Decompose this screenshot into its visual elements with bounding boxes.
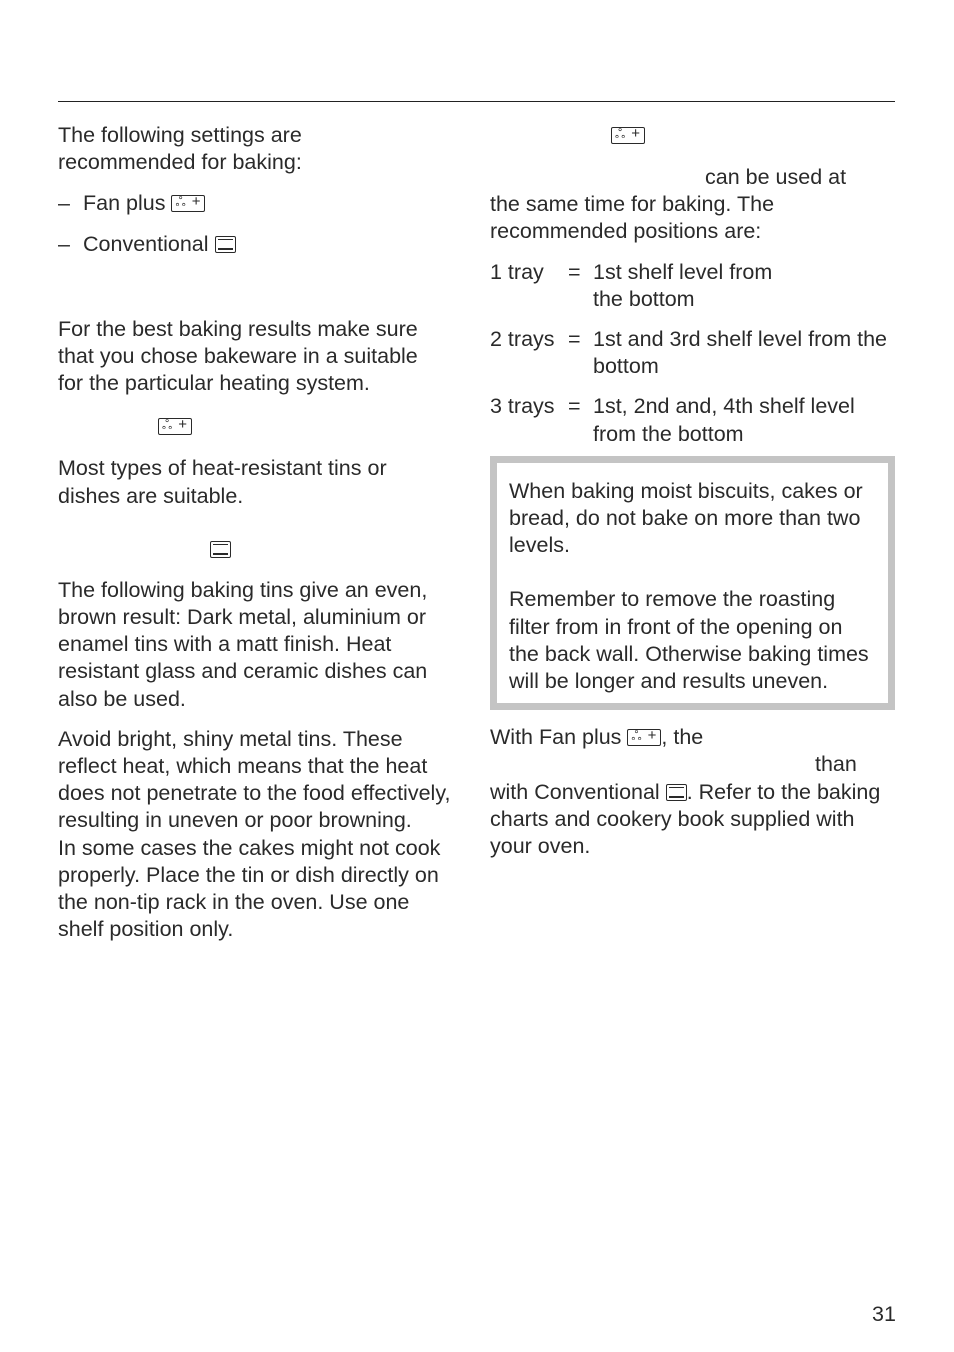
levels-heading [490,122,895,152]
header-rule [58,101,895,102]
left-column [58,122,458,943]
right-column [490,122,895,860]
note-filter-text: Remember to remove the roasting filter from in front of the opening on the back wall. Otherwise baking times will be longer and results uneven. [509,587,869,694]
note-moist-text: When baking moist biscuits, cakes or bread, do not bake on more than two levels. [509,478,863,558]
option-conventional: – Conventional [58,231,458,258]
fan-plus-icon: ஃ + [171,195,205,212]
conventional-icon [215,236,236,253]
avoid-shiny-text: Avoid bright, shiny metal tins. These reflect heat, which means that the heat does not penetrate to the food effectively, resulting in uneven or poor browning. [58,726,451,833]
option-fan-plus: – Fan plus ஃ + [58,190,458,217]
levels-text: can be used at the same time for baking. The recommended positions are: [490,165,847,244]
bakeware-text: For the best baking results make sure that you chose bakeware in a suitable for the particular heating system. [58,316,418,396]
fan-plus-heading [58,413,458,441]
single-shelf-text: In some cases the cakes might not cook properly. Place the tin or dish directly on the non-tip rack in the oven. Use one shelf position only. [58,835,441,942]
note-box [490,456,895,710]
option-label: Fan plus [83,191,166,216]
conventional-heading [58,536,458,564]
tray-row: 1 tray = 1st shelf level from the bottom [490,259,773,311]
conventional-icon [666,784,687,801]
conventional-text: The following baking tins give an even, brown result: Dark metal, aluminium or enamel tins with a matt finish. Heat resistant glass and ceramic dishes can also be used. [58,577,428,711]
fan-plus-text: Most types of heat-resistant tins or dishes are suitable. [58,456,387,508]
intro-text: The following settings are recommended for baking: [58,123,302,175]
page-number: 31 [872,1302,896,1326]
tray-table [490,259,895,448]
fan-compare-text: With Fan plus ஃ + , the than with Conventional . Refer to the baking charts and cookery book supplied with your oven. [490,725,881,859]
tray-row: 3 trays = 1st, 2nd and, 4th shelf level from the bottom [490,394,855,446]
tray-row: 2 trays = 1st and 3rd shelf level from the bottom [490,327,887,379]
fan-plus-icon: ஃ + [627,729,661,746]
option-label: Conventional [83,231,209,256]
fan-plus-icon: ஃ + [611,127,645,144]
conventional-icon [210,541,231,558]
fan-plus-icon: ஃ + [158,418,192,435]
